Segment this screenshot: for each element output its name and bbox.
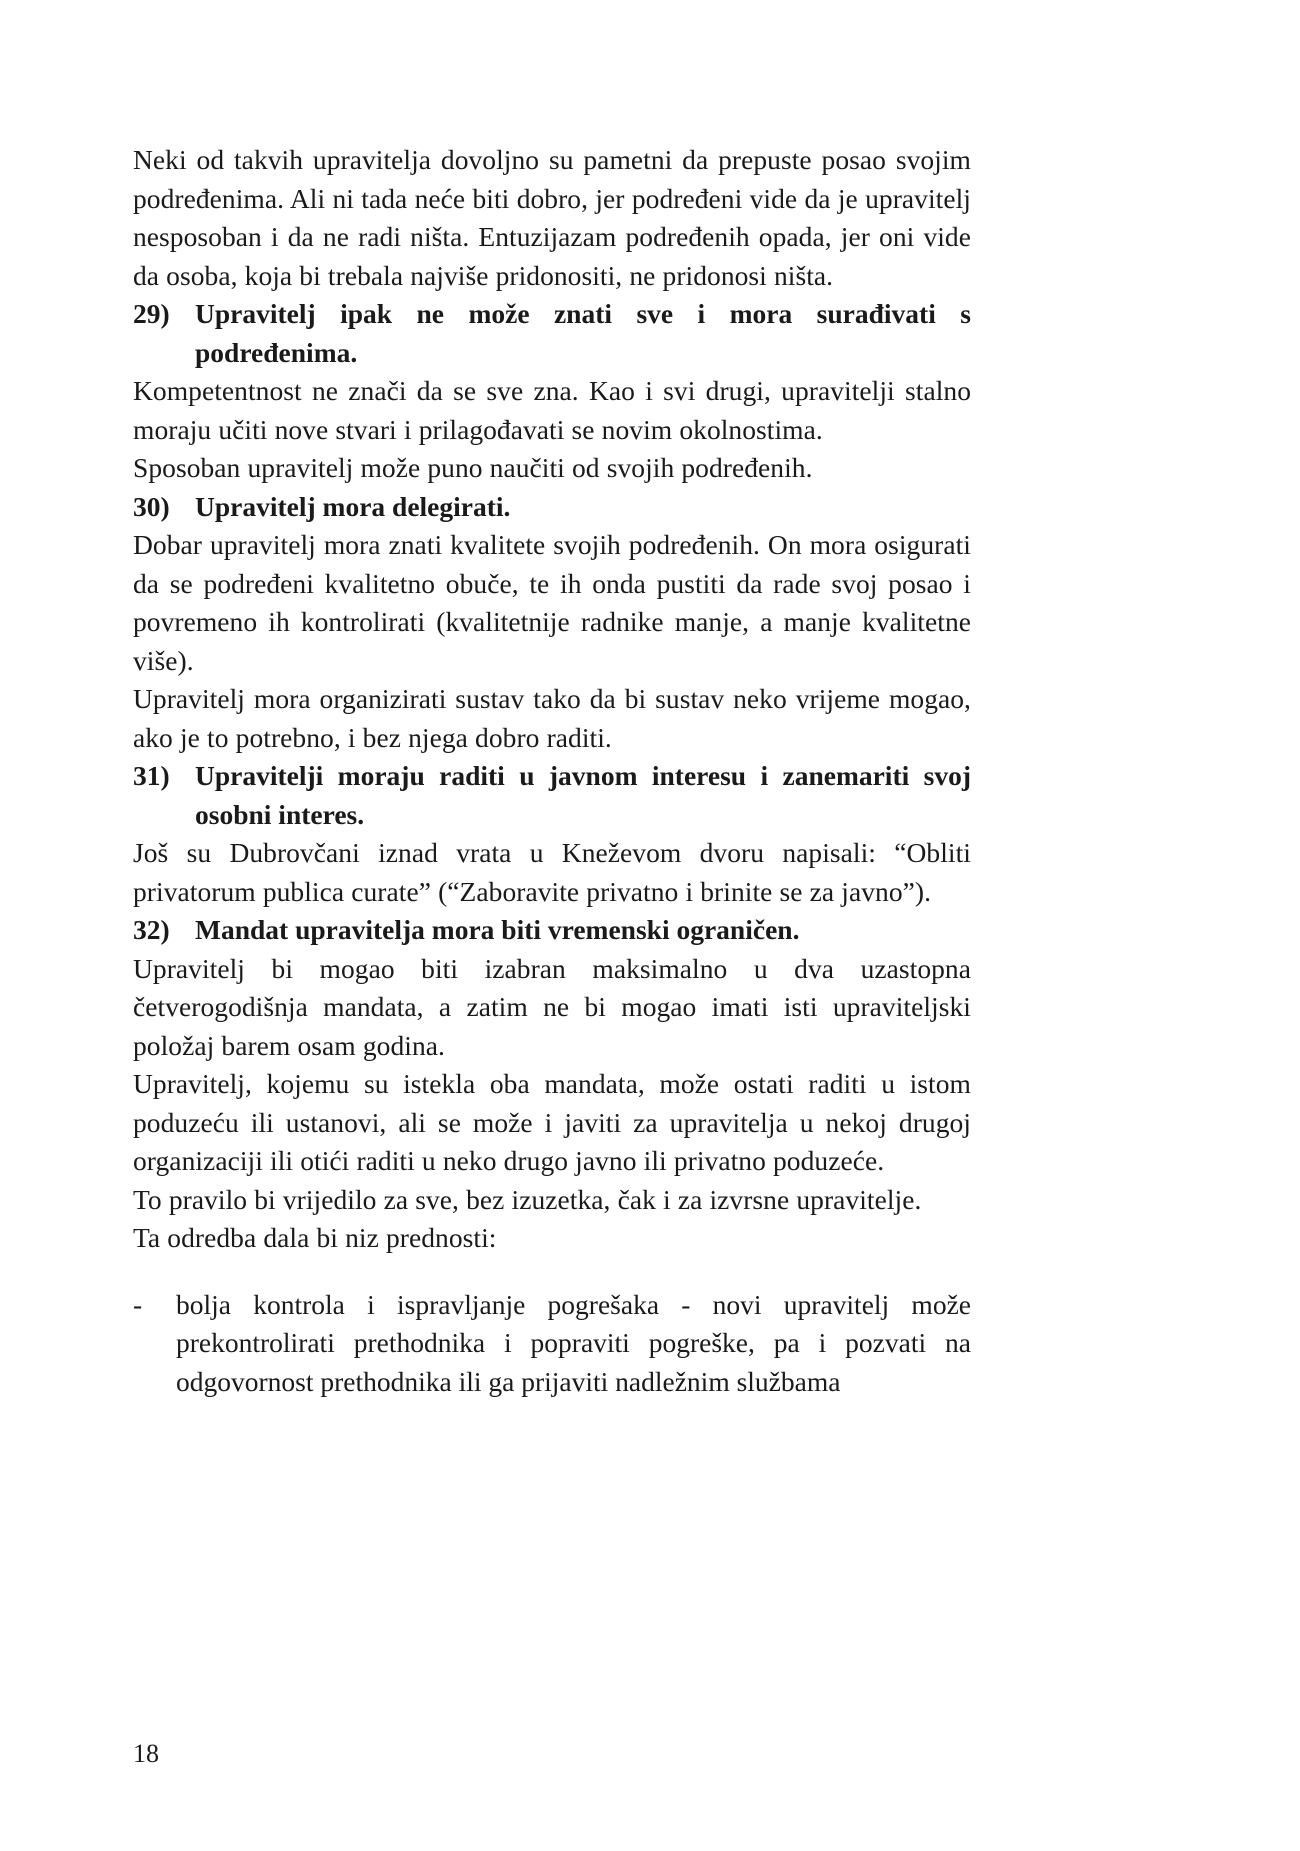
rule-31-heading-text: Upravitelji moraju raditi u javnom interesu i zanemariti svoj osobni interes. — [195, 760, 971, 830]
rule-29-paragraph-1: Kompetentnost ne znači da se sve zna. Kao i svi drugi, upravitelji stalno moraju učiti nove stvari i prilagođavati se novim okolnostima. — [133, 375, 971, 445]
list-dash-marker: - — [133, 1288, 143, 1320]
rule-29-heading — [133, 295, 971, 372]
benefits-list — [133, 1286, 971, 1402]
rule-32-paragraph-3: To pravilo bi vrijedilo za sve, bez izuzetka, čak i za izvrsne upravitelje. — [133, 1183, 922, 1215]
rule-32-paragraph-4: Ta odredba dala bi niz prednosti: — [133, 1222, 497, 1253]
rule-32-paragraph-1: Upravitelj bi mogao biti izabran maksimalno u dva uzastopna četverogodišnja mandata, a zatim ne bi mogao imati isti upraviteljski položaj barem osam godina. — [133, 952, 971, 1061]
benefit-list-item-1-text: bolja kontrola i ispravljanje pogrešaka - novi upravitelj može prekontrolirati prethodnika i popraviti pogreške, pa i pozvati na odgovornost prethodnika ili ga prijaviti nadležnim službama — [176, 1288, 971, 1397]
rule-29-paragraph-2: Sposoban upravitelj može puno naučiti od svojih podređenih. — [133, 452, 813, 483]
rule-30-heading — [133, 488, 971, 527]
page-number: 18 — [133, 1739, 159, 1768]
rule-30-heading-text: Upravitelj mora delegirati. — [195, 490, 511, 522]
rule-32-number: 32) — [133, 914, 170, 945]
rule-32-paragraph-2: Upravitelj, kojemu su istekla oba mandata, može ostati raditi u istom poduzeću ili ustanovi, ali se može i javiti za upravitelja u nekoj drugoj organizaciji ili otići raditi u neko drugo javno ili privatno poduzeće. — [133, 1068, 971, 1176]
rule-30-number: 30) — [133, 490, 170, 522]
rule-29-heading-text: Upravitelj ipak ne može znati sve i mora surađivati s podređenima. — [195, 298, 971, 368]
rule-30-paragraph-2: Upravitelj mora organizirati sustav tako da bi sustav neko vrijeme mogao, ako je to potrebno, i bez njega dobro raditi. — [133, 683, 971, 753]
rule-32-heading-text: Mandat upravitelja mora biti vremenski ograničen. — [195, 914, 800, 945]
intro-paragraph: Neki od takvih upravitelja dovoljno su pametni da prepuste posao svojim podređenima. Ali ni tada neće biti dobro, jer podređeni vide da je upravitelj nesposoban i da ne radi ništa. Entuzijazam podređenih opada, jer oni vide da osoba, koja bi trebala najviše pridonositi, ne pridonosi ništa. — [133, 144, 971, 291]
rule-32-heading — [133, 911, 971, 950]
benefit-list-item-1 — [133, 1286, 971, 1402]
rule-31-number: 31) — [133, 760, 170, 791]
rule-29-number: 29) — [133, 298, 170, 329]
rule-31-paragraph-1: Još su Dubrovčani iznad vrata u Kneževom dvoru napisali: “Obliti privatorum publica curate” (“Zaboravite privatno i brinite se za javno”). — [133, 837, 971, 907]
rule-31-heading — [133, 757, 971, 834]
rule-30-paragraph-1: Dobar upravitelj mora znati kvalitete svojih podređenih. On mora osigurati da se podređeni kvalitetno obuče, te ih onda pustiti da rade svoj posao i povremeno ih kontrolirati (kvalitetnije radnike manje, a manje kvalitetne više). — [133, 529, 971, 676]
page-content — [133, 141, 971, 1401]
